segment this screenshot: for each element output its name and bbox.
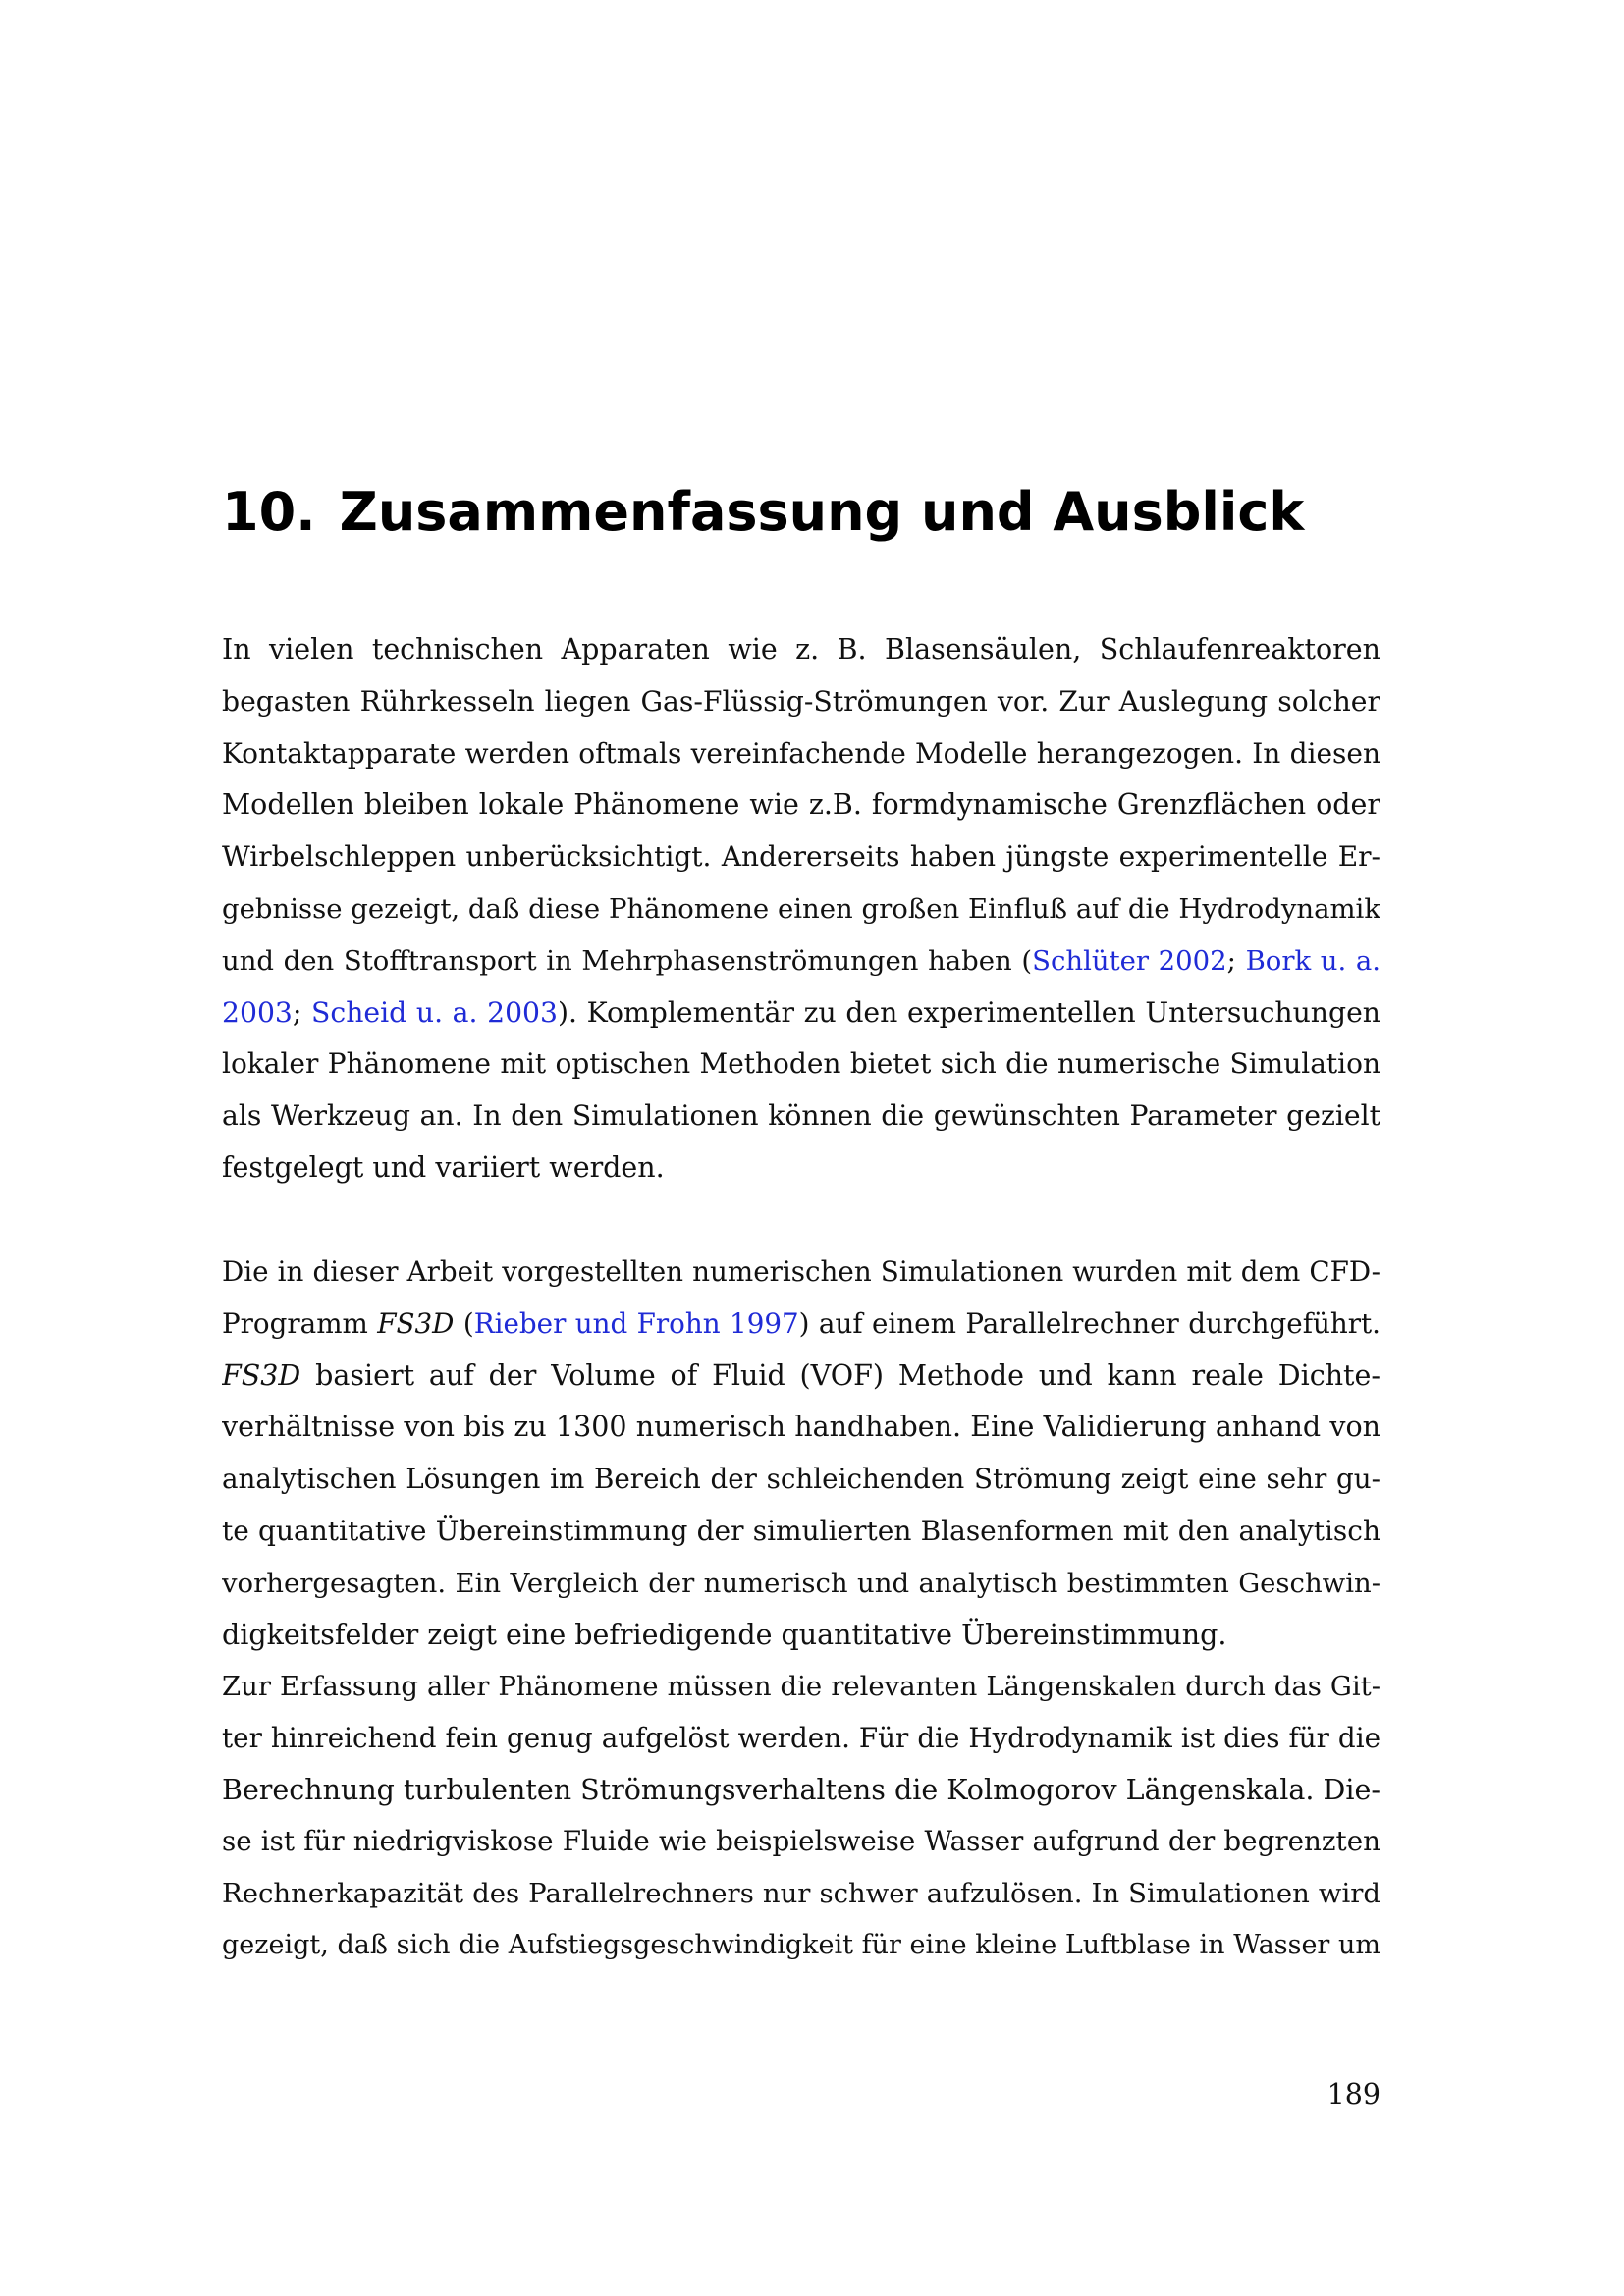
text-line: digkeitsfelder zeigt eine befriedigende quantitative Übereinstimmung. xyxy=(222,1618,1227,1651)
page-number: 189 xyxy=(1326,2078,1380,2110)
citation-link-bork-2003[interactable]: Bork u. a. xyxy=(1245,944,1380,977)
text-line xyxy=(222,1299,1380,1351)
text-line: te quantitative Übereinstimmung der simulierten Blasenformen mit den analytisch xyxy=(222,1514,1380,1547)
text-segment: basiert auf der Volume of Fluid (VOF) Methode und kann reale Dichte- xyxy=(300,1359,1380,1392)
text-line: analytischen Lösungen im Bereich der schleichenden Strömung zeigt eine sehr gu- xyxy=(222,1463,1380,1496)
text-line: Berechnung turbulenten Strömungsverhaltens die Kolmogorov Längenskala. Die- xyxy=(222,1773,1380,1806)
citation-link-scheid-2003[interactable]: Scheid u. a. 2003 xyxy=(311,995,559,1029)
text-segment: ( xyxy=(454,1307,474,1340)
citation-link-bork-2003-year[interactable]: 2003 xyxy=(222,995,293,1029)
text-line: gebnisse gezeigt, daß diese Phänomene einen großen Einfluß auf die Hydrodynamik xyxy=(222,892,1380,925)
text-line: gezeigt, daß sich die Aufstiegsgeschwindigkeit für eine kleine Luftblase in Wasser um xyxy=(222,1929,1380,1960)
chapter-number: 10. xyxy=(222,481,316,543)
software-name: FS3D xyxy=(377,1307,455,1340)
text-line: begasten Rührkesseln liegen Gas-Flüssig-Strömungen vor. Zur Auslegung solcher xyxy=(222,684,1380,718)
text-line: se ist für niedrigviskose Fluide wie beispielsweise Wasser aufgrund der begrenzten xyxy=(222,1825,1380,1858)
text-segment: ). Komplementär zu den experimentellen Untersuchungen xyxy=(558,995,1380,1029)
text-segment: ) auf einem Parallelrechner durchgeführt. xyxy=(798,1307,1380,1340)
text-line: ter hinreichend fein genug aufgelöst werden. Für die Hydrodynamik ist dies für die xyxy=(222,1721,1380,1754)
text-segment: und den Stofftransport in Mehrphasenströmungen haben ( xyxy=(222,944,1033,977)
text-line: Die in dieser Arbeit vorgestellten numerischen Simulationen wurden mit dem CFD- xyxy=(222,1255,1380,1288)
text-segment: ; xyxy=(292,995,312,1029)
text-line: In vielen technischen Apparaten wie z. B. Blasensäulen, Schlaufenreaktoren xyxy=(222,633,1380,666)
text-line: festgelegt und variiert werden. xyxy=(222,1150,665,1184)
software-name: FS3D xyxy=(222,1359,301,1392)
text-line xyxy=(222,935,1380,988)
citation-link-schlueter-2002[interactable]: Schlüter 2002 xyxy=(1032,944,1227,977)
text-line: als Werkzeug an. In den Simulationen können die gewünschten Parameter gezielt xyxy=(222,1099,1380,1133)
paragraph-resolution xyxy=(222,1661,1380,1972)
text-line: lokaler Phänomene mit optischen Methoden bietet sich die numerische Simulation xyxy=(222,1047,1380,1081)
text-line: verhältnisse von bis zu 1300 numerisch handhaben. Eine Validierung anhand von xyxy=(222,1411,1380,1444)
text-line: Rechnerkapazität des Parallelrechners nur schwer aufzulösen. In Simulationen wird xyxy=(222,1878,1380,1910)
text-line: Kontaktapparate werden oftmals vereinfachende Modelle herangezogen. In diesen xyxy=(222,736,1380,770)
text-line: Zur Erfassung aller Phänomene müssen die relevanten Längenskalen durch das Git- xyxy=(222,1671,1380,1702)
text-line: vorhergesagten. Ein Vergleich der numerisch und analytisch bestimmten Geschwin- xyxy=(222,1567,1380,1599)
text-line xyxy=(222,988,1380,1040)
citation-link-rieber-frohn-1997[interactable]: Rieber und Frohn 1997 xyxy=(473,1307,799,1340)
paragraph-simulation xyxy=(222,1247,1380,1661)
text-segment: ; xyxy=(1226,944,1246,977)
text-line: Modellen bleiben lokale Phänomene wie z.B. formdynamische Grenzflächen oder xyxy=(222,788,1380,822)
paragraph-intro xyxy=(222,624,1380,1195)
chapter-title xyxy=(222,481,1304,544)
text-line xyxy=(222,1351,1380,1403)
text-segment: Programm xyxy=(222,1307,378,1340)
chapter-title-text: Zusammenfassung und Ausblick xyxy=(339,481,1305,543)
text-line: Wirbelschleppen unberücksichtigt. Andererseits haben jüngste experimentelle Er- xyxy=(222,840,1380,874)
